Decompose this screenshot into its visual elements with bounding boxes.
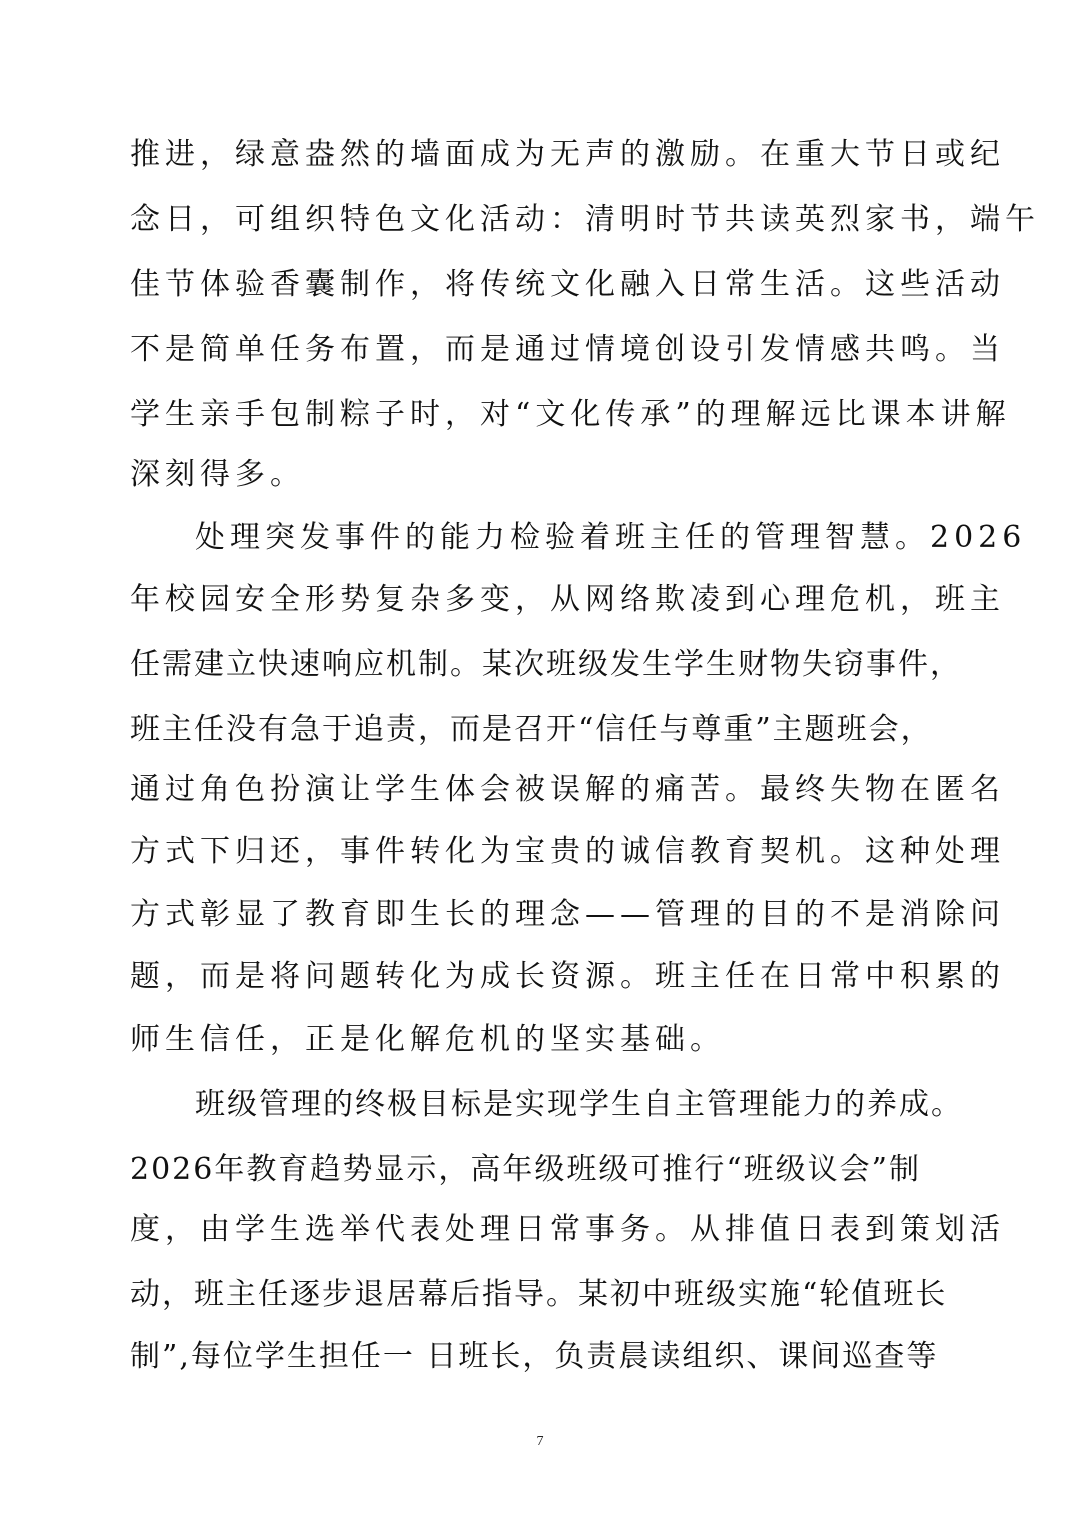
text-line: 动，班主任逐步退居幕后指导。某初中班级实施“轮值班长 xyxy=(130,1277,948,1312)
text-line: 题，而是将问题转化为成长资源。班主任在日常中积累的 xyxy=(130,959,1005,994)
text-line: 师生信任，正是化解危机的坚实基础。 xyxy=(130,1022,725,1057)
page-number: 7 xyxy=(536,1434,544,1449)
text-line: 推进，绿意盎然的墙面成为无声的激励。在重大节日或纪 xyxy=(130,137,1005,172)
text-line: 深刻得多。 xyxy=(130,457,305,492)
text-line: 不是简单任务布置，而是通过情境创设引发情感共鸣。当 xyxy=(130,332,1005,367)
text-line: 度，由学生选举代表处理日常事务。从排值日表到策划活 xyxy=(130,1212,1005,1247)
text-line: 念日，可组织特色文化活动：清明时节共读英烈家书，端午 xyxy=(130,202,1040,237)
paragraph-first-line: 处理突发事件的能力检验着班主任的管理智慧。2026 xyxy=(195,520,1027,555)
text-line: 班主任没有急于追责，而是召开“信任与尊重”主题班会， xyxy=(130,712,933,747)
text-line: 佳节体验香囊制作，将传统文化融入日常生活。这些活动 xyxy=(130,267,1005,302)
text-line: 年校园安全形势复杂多变，从网络欺凌到心理危机，班主 xyxy=(130,582,1005,617)
text-line: 2026年教育趋势显示，高年级班级可推行“班级议会”制 xyxy=(130,1152,922,1187)
text-line: 制”,每位学生担任一 日班长，负责晨读组织、课间巡查等 xyxy=(130,1339,939,1374)
text-line: 方式彰显了教育即生长的理念——管理的目的不是消除问 xyxy=(130,897,1005,932)
paragraph-first-line: 班级管理的终极目标是实现学生自主管理能力的养成。 xyxy=(195,1087,963,1122)
text-line: 任需建立快速响应机制。某次班级发生学生财物失窃事件， xyxy=(130,647,962,682)
text-line: 方式下归还，事件转化为宝贵的诚信教育契机。这种处理 xyxy=(130,834,1005,869)
text-line: 通过角色扮演让学生体会被误解的痛苦。最终失物在匿名 xyxy=(130,772,1005,807)
text-line: 学生亲手包制粽子时，对“文化传承”的理解远比课本讲解 xyxy=(130,397,1011,432)
